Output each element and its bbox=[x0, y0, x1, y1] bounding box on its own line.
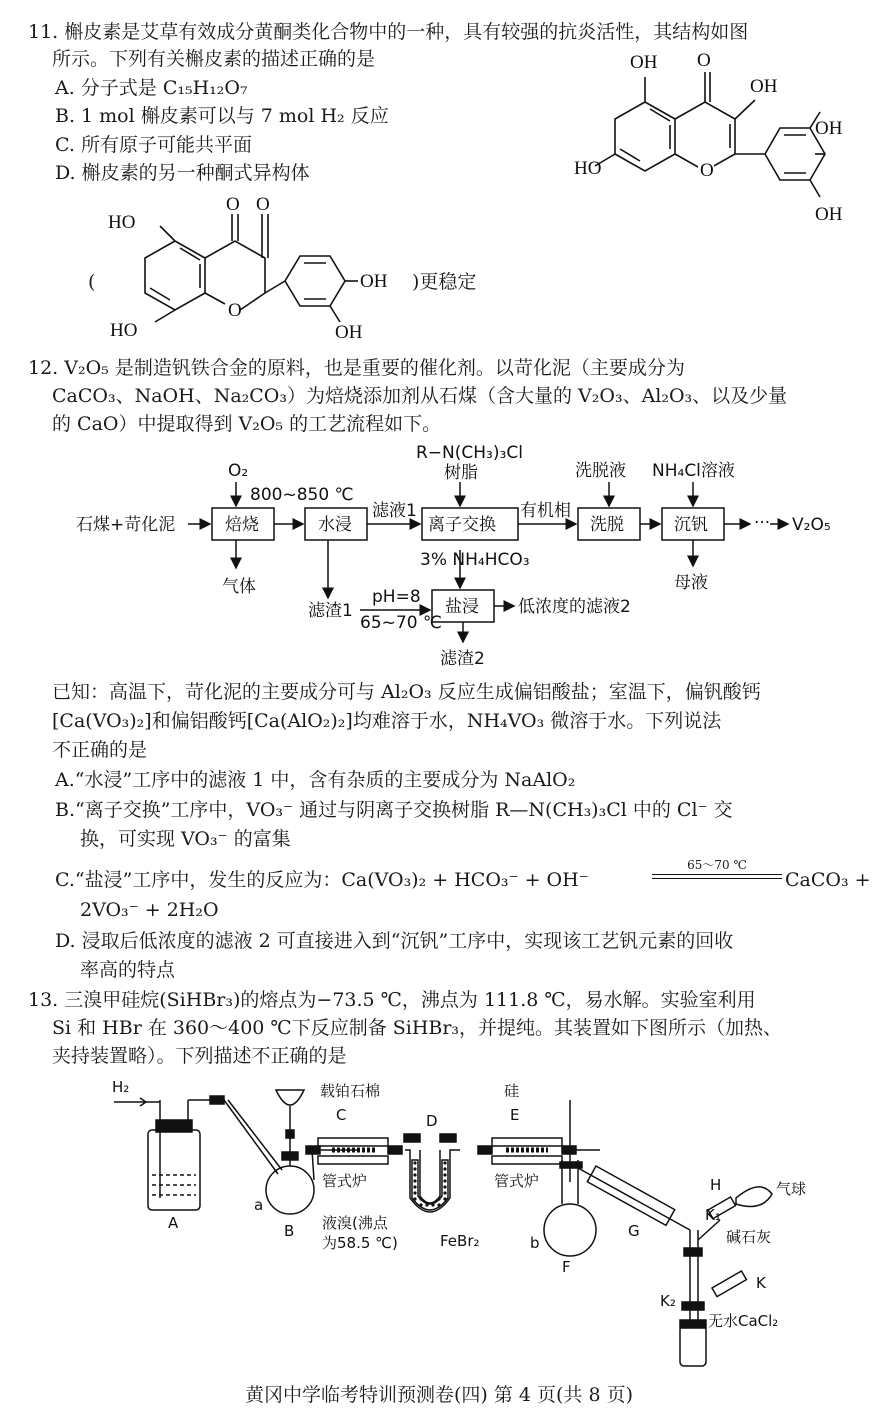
app-label-c: C bbox=[336, 1106, 347, 1124]
q11-option-a: A. 分子式是 C₁₅H₁₂O₇ bbox=[55, 77, 248, 99]
app-label-f: F bbox=[562, 1258, 571, 1276]
quercetin-carbonyl-o: O bbox=[697, 50, 711, 71]
q12-stem-line3: 的 CaO）中提取得到 V₂O₅ 的工艺流程如下。 bbox=[52, 413, 442, 435]
quercetin-structure bbox=[570, 42, 870, 232]
keto-oh-3p: OH bbox=[335, 322, 363, 343]
apparatus-diagram bbox=[100, 1070, 840, 1370]
q13-stem-line2: Si 和 HBr 在 360～400 ℃下反应制备 SiHBr₃，并提纯。其装置如下图所示（加热、 bbox=[52, 1017, 783, 1039]
app-pt-asbestos: 载铂石棉 bbox=[320, 1082, 381, 1100]
keto-ring-o: O bbox=[228, 300, 242, 321]
app-label-k: K bbox=[756, 1274, 766, 1292]
app-br2-line1: 液溴(沸点 bbox=[322, 1214, 388, 1232]
quercetin-oh-4p: OH bbox=[815, 204, 843, 225]
q12-option-c-line1: C.“盐浸”工序中，发生的反应为：Ca(VO₃)₂ + HCO₃⁻ + OH⁻ bbox=[55, 869, 589, 891]
app-label-k2: K₂ bbox=[660, 1292, 676, 1310]
app-label-e: E bbox=[510, 1106, 520, 1124]
flow-temp2: 65~70 ℃ bbox=[360, 613, 443, 633]
flow-salt-leach: 盐浸 bbox=[445, 597, 479, 617]
app-label-b: B bbox=[284, 1222, 295, 1240]
app-soda-lime: 碱石灰 bbox=[726, 1228, 772, 1246]
flow-filtrate1: 滤液1 bbox=[372, 501, 417, 521]
q11-paren-open: ( bbox=[88, 271, 96, 293]
q13-stem-line1: 13. 三溴甲硅烷(SiHBr₃)的熔点为−73.5 ℃，沸点为 111.8 ℃，易水解。实验室利用 bbox=[28, 989, 756, 1011]
quercetin-oh-5: OH bbox=[630, 52, 658, 73]
app-label-a-bottle: A bbox=[168, 1214, 179, 1232]
flow-organic: 有机相 bbox=[520, 501, 571, 521]
quercetin-oh-3p: OH bbox=[815, 118, 843, 139]
q11-option-c: C. 所有原子可能共平面 bbox=[55, 134, 252, 156]
q11-stem-line2: 所示。下列有关槲皮素的描述正确的是 bbox=[52, 48, 376, 70]
q12-option-c-product: CaCO₃ + bbox=[785, 869, 871, 891]
keto-o-1: O bbox=[226, 194, 240, 215]
flow-residue1: 滤渣1 bbox=[308, 601, 353, 621]
flow-ph: pH=8 bbox=[372, 587, 421, 607]
q12-option-a: A.“水浸”工序中的滤液 1 中，含有杂质的主要成分为 NaAlO₂ bbox=[55, 769, 576, 791]
flow-nh4cl: NH₄Cl溶液 bbox=[652, 461, 735, 481]
app-cacl2: 无水CaCl₂ bbox=[708, 1312, 779, 1330]
flow-mother: 母液 bbox=[674, 573, 708, 593]
flow-low-filtrate: 低浓度的滤液2 bbox=[518, 597, 631, 617]
keto-o-2: O bbox=[256, 194, 270, 215]
q12-option-c-temp: 65～70 ℃ bbox=[687, 858, 747, 872]
q12-option-b-line1: B.“离子交换”工序中，VO₃⁻ 通过与阴离子交换树脂 R—N(CH₃)₃Cl 中的 Cl⁻ 交 bbox=[55, 799, 733, 821]
q12-stem-line1: 12. V₂O₅ 是制造钒铁合金的原料，也是重要的催化剂。以苛化泥（主要成分为 bbox=[28, 357, 685, 379]
q12-option-b-line2: 换，可实现 VO₃⁻ 的富集 bbox=[80, 828, 291, 850]
page-footer: 黄冈中学临考特训预测卷(四) 第 4 页(共 8 页) bbox=[244, 1384, 634, 1406]
app-label-b-port: b bbox=[530, 1234, 540, 1252]
flow-resin2: 树脂 bbox=[444, 463, 478, 483]
flow-dots: ··· bbox=[754, 513, 771, 533]
flow-product: V₂O₅ bbox=[792, 515, 831, 535]
app-br2-line2: 为58.5 ℃) bbox=[322, 1234, 398, 1252]
flow-roast: 焙烧 bbox=[225, 515, 259, 535]
app-si: 硅 bbox=[504, 1082, 520, 1100]
app-label-k1: K₁ bbox=[705, 1206, 721, 1224]
q11-paren-close: )更稳定 bbox=[412, 271, 477, 293]
app-furnace2: 管式炉 bbox=[494, 1172, 540, 1190]
q12-option-c-condition bbox=[652, 856, 782, 879]
app-balloon: 气球 bbox=[776, 1180, 807, 1198]
quercetin-ring-o: O bbox=[700, 160, 714, 181]
app-label-g: G bbox=[628, 1222, 640, 1240]
flow-ion-exchange: 离子交换 bbox=[428, 515, 496, 535]
quercetin-oh-3: OH bbox=[750, 76, 778, 97]
q12-known-line1: 已知：高温下，苛化泥的主要成分可与 Al₂O₃ 反应生成偏铝酸盐；室温下，偏钒酸钙 bbox=[52, 681, 761, 703]
keto-isomer-structure bbox=[100, 186, 410, 346]
flow-water-leach: 水浸 bbox=[318, 515, 352, 535]
q11-option-d: D. 槲皮素的另一种酮式异构体 bbox=[55, 162, 310, 184]
process-flowchart bbox=[70, 438, 870, 670]
keto-ho-5: HO bbox=[108, 212, 136, 233]
q12-known-line2: [Ca(VO₃)₂]和偏铝酸钙[Ca(AlO₂)₂]均难溶于水，NH₄VO₃ 微溶于水。下列说法 bbox=[52, 710, 722, 732]
flow-residue2: 滤渣2 bbox=[440, 649, 485, 669]
q12-stem-line2: CaCO₃、NaOH、Na₂CO₃）为焙烧添加剂从石煤（含大量的 V₂O₃、Al₂O₃、以及少量 bbox=[52, 385, 788, 407]
app-febr2: FeBr₂ bbox=[440, 1232, 480, 1250]
flow-temp1: 800~850 ℃ bbox=[250, 485, 354, 505]
app-furnace1: 管式炉 bbox=[322, 1172, 368, 1190]
q13-stem-line3: 夹持装置略）。下列描述不正确的是 bbox=[52, 1045, 347, 1067]
quercetin-ho-7: HO bbox=[574, 158, 602, 179]
keto-oh-4p: OH bbox=[360, 271, 388, 292]
flow-resin1: R−N(CH₃)₃Cl bbox=[416, 443, 523, 463]
app-label-d: D bbox=[426, 1112, 438, 1130]
keto-ho-7: HO bbox=[110, 320, 138, 341]
flow-eluent: 洗脱液 bbox=[575, 461, 626, 481]
flow-nh4hco3: 3% NH₄HCO₃ bbox=[420, 550, 530, 570]
flow-gas: 气体 bbox=[222, 577, 256, 597]
q11-stem-line1: 11. 槲皮素是艾草有效成分黄酮类化合物中的一种，具有较强的抗炎活性，其结构如图 bbox=[28, 21, 749, 43]
app-label-a-port: a bbox=[254, 1196, 264, 1214]
flow-o2: O₂ bbox=[228, 461, 249, 481]
flow-input: 石煤+苛化泥 bbox=[76, 515, 176, 535]
flow-elution: 洗脱 bbox=[590, 515, 624, 535]
q12-option-c-line2: 2VO₃⁻ + 2H₂O bbox=[80, 899, 219, 921]
q12-option-d-line1: D. 浸取后低浓度的滤液 2 可直接进入到“沉钒”工序中，实现该工艺钒元素的回收 bbox=[55, 930, 734, 952]
q12-known-line3: 不正确的是 bbox=[52, 739, 148, 761]
q12-option-d-line2: 率高的特点 bbox=[80, 959, 176, 981]
app-h2: H₂ bbox=[112, 1078, 130, 1096]
flow-precip: 沉钒 bbox=[674, 515, 708, 535]
q11-option-b: B. 1 mol 槲皮素可以与 7 mol H₂ 反应 bbox=[55, 105, 389, 127]
app-label-h: H bbox=[710, 1176, 722, 1194]
